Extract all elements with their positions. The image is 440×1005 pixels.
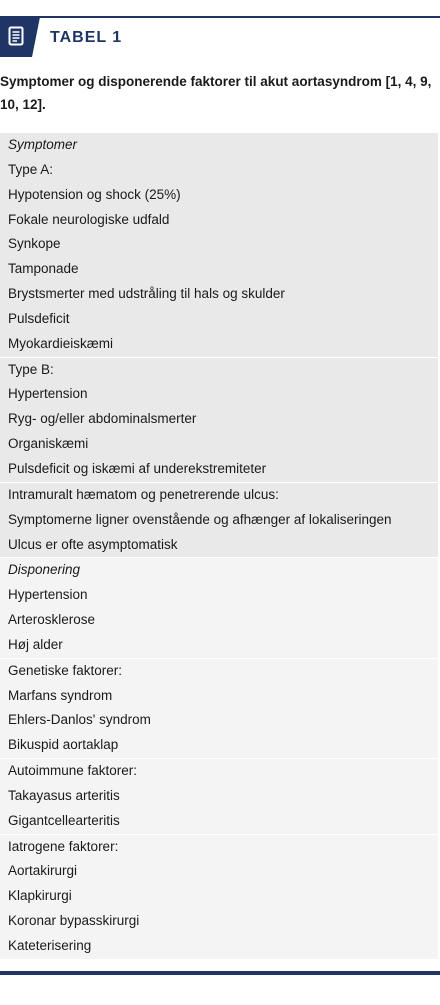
table-row: Genetiske faktorer: (8, 662, 123, 678)
table-group (0, 133, 438, 357)
table-row: Hypertension (8, 587, 88, 603)
top-rule (0, 16, 440, 18)
table-row: Takayasus arteritis (8, 787, 120, 803)
table-row: Hypotension og shock (25%) (8, 186, 181, 202)
section-heading: Disponering (8, 562, 81, 578)
table-row: Type B: (8, 361, 54, 377)
table-group (0, 557, 438, 657)
table-row: Arterosklerose (8, 612, 96, 628)
data-table (0, 133, 438, 959)
bottom-rule (0, 971, 440, 975)
table-row: Brystsmerter med udstråling til hals og skulder (8, 286, 285, 302)
table-row: Marfans syndrom (8, 687, 113, 703)
table-row: Intramuralt hæmatom og penetrerende ulcus: (8, 486, 279, 502)
table-label: TABEL 1 (50, 29, 123, 46)
table-row: Kateterisering (8, 938, 92, 953)
table-row: Iatrogene faktorer: (8, 838, 119, 854)
table-row: Koronar bypasskirurgi (8, 913, 140, 929)
table-row: Høj alder (8, 636, 63, 652)
table-row: Aortakirurgi (8, 863, 78, 879)
table-row: Type A: (8, 161, 54, 177)
table-group (0, 357, 438, 482)
document-icon (8, 26, 24, 46)
table-row: Gigantcellearteritis (8, 812, 120, 828)
table-row: Klapkirurgi (8, 888, 72, 904)
table-row: Ulcus er ofte asymptomatisk (8, 536, 178, 552)
table-row: Hypertension (8, 386, 88, 402)
table-group (0, 758, 438, 834)
table-caption: Symptomer og disponerende faktorer til akut aortasyndrom [1, 4, 9, 10, 12]. (0, 74, 432, 112)
table-group (0, 482, 438, 558)
table-row: Tamponade (8, 261, 79, 277)
section-heading: Symptomer (8, 137, 78, 152)
table-group (0, 834, 438, 959)
table-row: Ehlers-Danlos' syndrom (8, 712, 151, 728)
table-row: Autoimmune faktorer: (8, 763, 138, 779)
table-row: Organiskæmi (8, 436, 89, 452)
table-row: Ryg- og/eller abdominalsmerter (8, 411, 197, 427)
table-row: Symptomerne ligner ovenstående og afhænger af lokaliseringen (8, 511, 392, 527)
table-row: Bikuspid aortaklap (8, 737, 119, 753)
table-row: Myokardieiskæmi (8, 335, 114, 351)
table-row: Pulsdeficit og iskæmi af underekstremiteter (8, 460, 267, 476)
table-group (0, 658, 438, 758)
table-row: Pulsdeficit (8, 310, 70, 326)
table-row: Synkope (8, 236, 61, 252)
table-row: Fokale neurologiske udfald (8, 211, 170, 227)
table-badge (0, 17, 40, 57)
